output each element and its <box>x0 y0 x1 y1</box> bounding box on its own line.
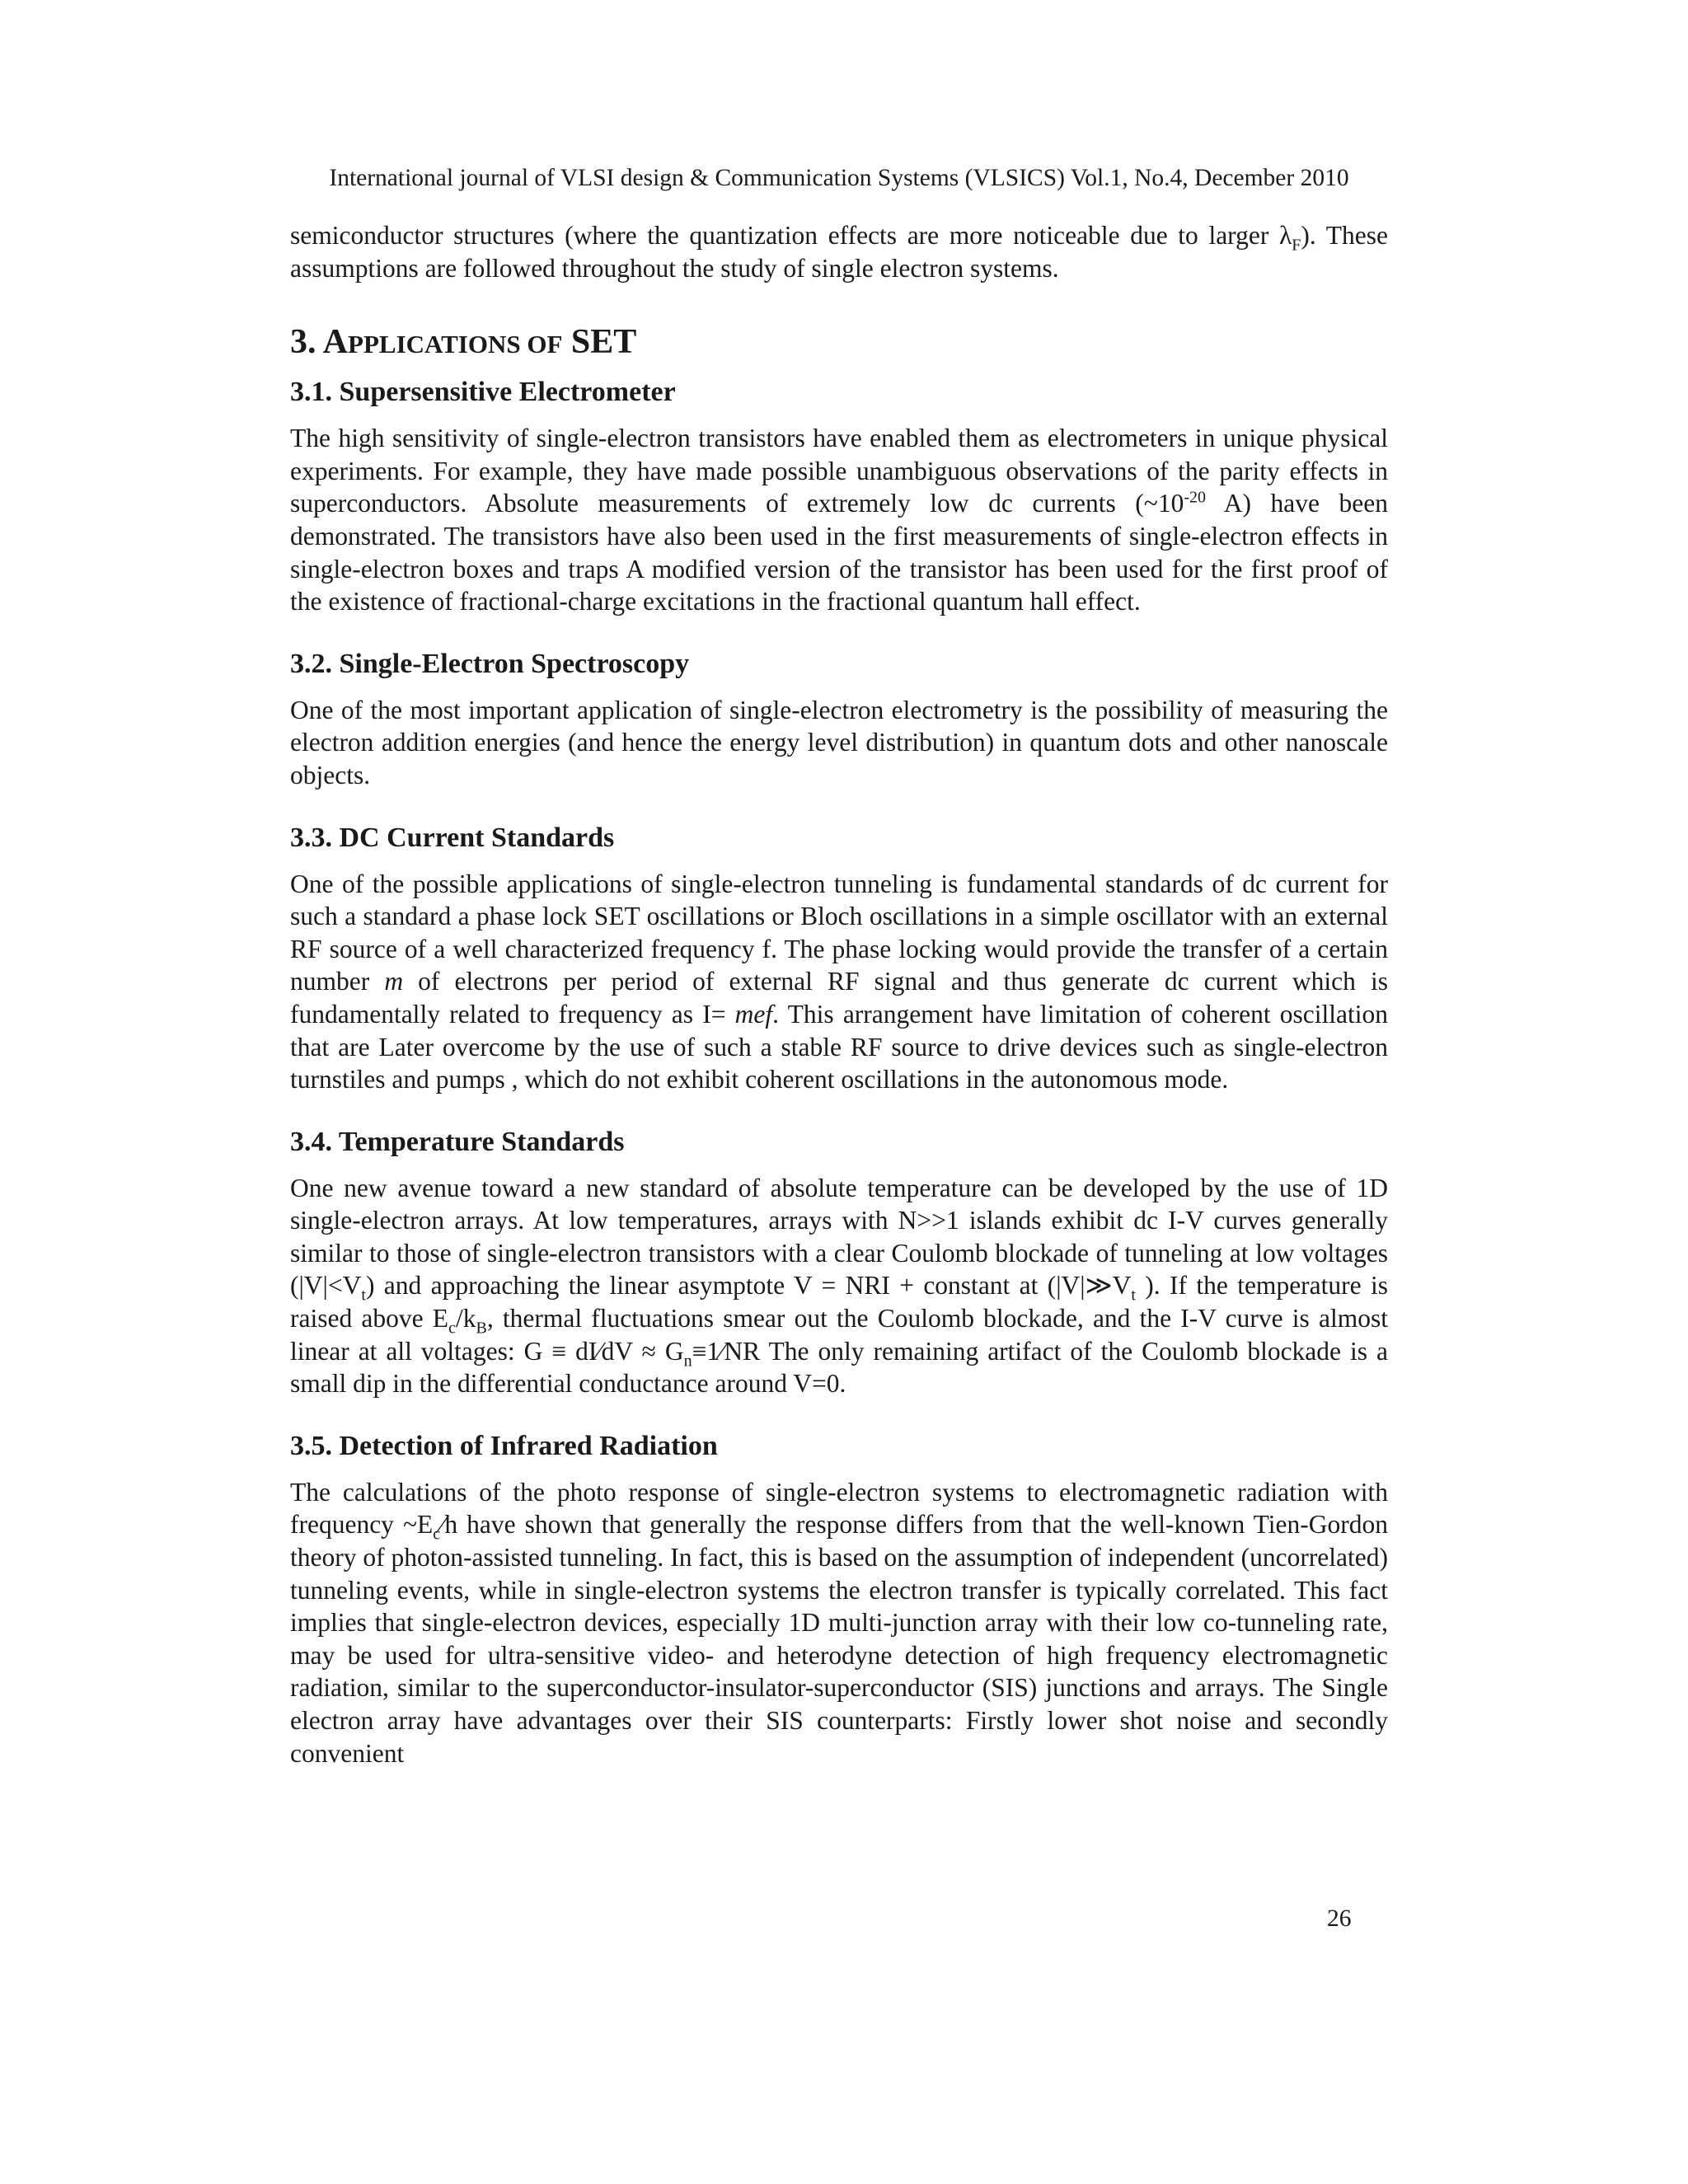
subscript-n: n <box>683 1351 692 1370</box>
intro-paragraph <box>290 219 1388 284</box>
p31-text-a: The high sensitivity of single-electron transistors have enabled them as electrometers in unique physical experiments. For example, they have made possible unambiguous observations of the parity effects in superconductors. Absolute measurements of extremely low dc currents (~10 <box>290 424 1388 518</box>
subsection-heading-3-5: 3.5. Detection of Infrared Radiation <box>290 1430 718 1461</box>
symbol-m: m <box>384 967 404 996</box>
running-header: International journal of VLSI design & Communication Systems (VLSICS) Vol.1, No.4, December 2010 <box>329 165 1349 191</box>
page-number: 26 <box>1327 1905 1352 1932</box>
subscript-c-2: c <box>433 1525 441 1544</box>
p34-text-d: /k <box>455 1304 476 1333</box>
section-title-smallcaps: PPLICATIONS OF <box>348 330 563 359</box>
exponent-superscript: -20 <box>1184 488 1206 507</box>
subscript-c: c <box>448 1319 456 1338</box>
subsection-heading-3-4: 3.4. Temperature Standards <box>290 1126 625 1157</box>
subscript-t-2: t <box>1131 1286 1136 1305</box>
p35-text-b: ⁄h have shown that generally the response differs from that the well-known Tien-Gordon theory of photon-assisted tunneling. In fact, this is based on the assumption of independent (uncorrelated) tunneling events, while in single-electron systems the electron transfer is typically correlated. This fact implies that single-electron devices, especially 1D multi-junction array with their low co-tunneling rate, may be used for ultra-sensitive video- and heterodyne detection of high frequency electromagnetic radiation, similar to the superconductor-insulator-superconductor (SIS) junctions and arrays. The Single electron array have advantages over their SIS counterparts: Firstly lower shot noise and secondly convenient <box>290 1510 1388 1768</box>
subscript-t-1: t <box>361 1286 366 1305</box>
subsection-heading-3-3: 3.3. DC Current Standards <box>290 822 615 853</box>
p35-text-a: The calculations of the photo response of single-electron systems to electromagnetic radiation with frequency ~E <box>290 1477 1388 1540</box>
subsection-heading-3-2: 3.2. Single-Electron Spectroscopy <box>290 648 690 679</box>
p34-text-c: ). If the temperature is raised above E <box>290 1271 1388 1333</box>
p34-text-e: , thermal fluctuations smear out the Coulomb blockade, and the I-V curve is almost linear at all voltages: G ≡ dI⁄dV ≈ G <box>290 1304 1388 1366</box>
p33-text-b: of electrons per period of external RF signal and thus generate dc current which is fundamentally related to frequency as I= <box>290 967 1388 1029</box>
text-column <box>290 162 1388 1769</box>
p34-text-b: ) and approaching the linear asymptote V = NRI + constant at (|V|≫V <box>365 1271 1132 1301</box>
p33-text-c: . This arrangement have limitation of coherent oscillation that are Later overcome by the use of such a stable RF source to drive devices such as single-electron turnstiles and pumps , which do not exhibit coherent oscillations in the autonomous mode. <box>290 999 1389 1094</box>
subscript-b: B <box>476 1319 487 1338</box>
paragraph-3-4 <box>290 1172 1388 1400</box>
p34-text-f: ≡1⁄NR The only remaining artifact of the Coulomb blockade is a small dip in the differential conductance around V=0. <box>290 1336 1388 1399</box>
subsection-heading-3-1: 3.1. Supersensitive Electrometer <box>290 377 676 408</box>
symbol-mef: mef <box>734 999 773 1029</box>
lambda-subscript: F <box>1292 236 1301 255</box>
p31-text-b: A) have been demonstrated. The transistors have also been used in the first measurements of single-electron effects in single-electron boxes and traps A modified version of the transistor has been used for the first proof of the existence of fractional-charge excitations in the fractional quantum hall effect. <box>290 489 1388 616</box>
section-title-set: SET <box>562 323 637 362</box>
paragraph-3-1 <box>290 422 1388 618</box>
p33-text-a: One of the possible applications of single-electron tunneling is fundamental standards of dc current for such a standard a phase lock SET oscillations or Bloch oscillations in a simple oscillator with an external RF source of a well characterized frequency f. The phase locking would provide the transfer of a certain number <box>290 869 1388 996</box>
section-number: 3. A <box>290 323 349 362</box>
section-heading-applications <box>290 321 1388 366</box>
p34-text-a: One new avenue toward a new standard of absolute temperature can be developed by the use of 1D single-electron arrays. At low temperatures, arrays with N>>1 islands exhibit dc I-V curves generally similar to those of single-electron transistors with a clear Coulomb blockade of tunneling at low voltages (|V|<V <box>290 1173 1388 1301</box>
paragraph-3-2: One of the most important application of single-electron electrometry is the possibility of measuring the electron addition energies (and hence the energy level distribution) in quantum dots and other nanoscale objects. <box>290 695 1388 790</box>
intro-text-b: ). These assumptions are followed throughout the study of single electron systems. <box>290 221 1388 283</box>
paragraph-3-3 <box>290 868 1388 1096</box>
intro-text-a: semiconductor structures (where the quantization effects are more noticeable due to larger λ <box>290 221 1292 250</box>
paragraph-3-5 <box>290 1476 1388 1769</box>
